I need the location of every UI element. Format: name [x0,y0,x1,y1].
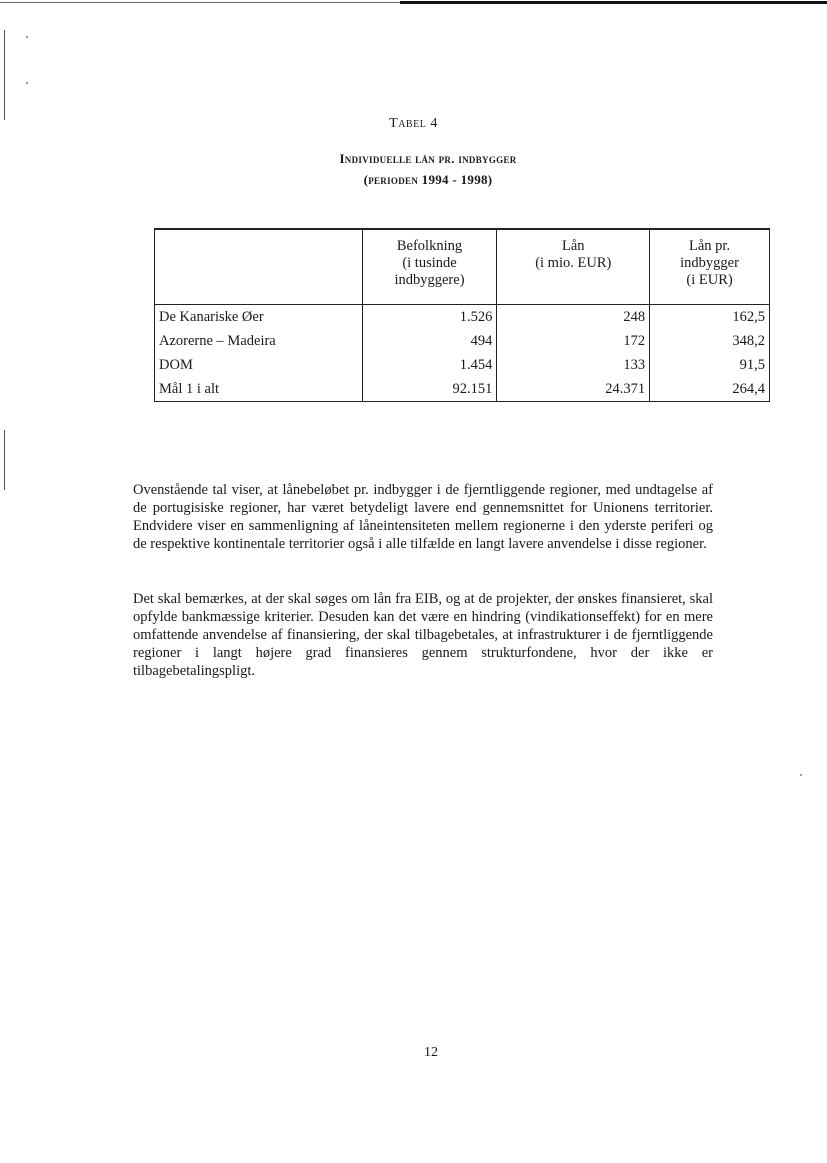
table-row-total [155,377,770,402]
population-cell: 494 [362,329,497,353]
loans-table [154,228,770,402]
page-number: 12 [424,1045,438,1060]
population-cell: 1.454 [362,353,497,377]
header-cell-loans: Lån (i mio. EUR) [497,229,650,305]
region-cell: De Kanariske Øer [155,305,363,330]
scan-speck [26,36,28,38]
table-title: Individuelle lån pr. indbygger [339,151,517,166]
header-cell-loans-per-capita: Lån pr. indbygger (i EUR) [650,229,770,305]
scan-top-edge [0,0,827,6]
table-header-row [155,229,770,305]
body-paragraph: Det skal bemærkes, at der skal søges om lån fra EIB, og at de projekter, der ønskes finansieret, skal opfylde bankmæssige kriterier. Desuden kan det være en hindring (vindikationseffekt) for en mere omfattende anvendelse af finansiering, der skal tilbagebetales, at infrastrukturer i de fjerntliggende regioner i langt højere grad finansieres gennem strukturfondene, hvor der ikke er tilbagebetalingspligt. [133,591,713,679]
loans-per-capita-cell: 162,5 [650,305,770,330]
scan-speck [26,82,28,84]
table-row [155,305,770,330]
scan-left-edge-mark [4,430,5,490]
scan-left-edge-mark [4,30,5,120]
table-label: Tabel 4 [389,116,438,131]
table-row [155,329,770,353]
table-subtitle: (perioden 1994 - 1998) [363,172,493,187]
population-cell: 1.526 [362,305,497,330]
loans-cell: 24.371 [497,377,650,402]
table-row [155,353,770,377]
region-cell: Azorerne – Madeira [155,329,363,353]
header-cell-region [155,229,363,305]
loans-per-capita-cell: 348,2 [650,329,770,353]
body-paragraph: Ovenstående tal viser, at lånebeløbet pr. indbygger i de fjerntliggende regioner, med undtagelse af de portugisiske regioner, har været betydeligt lavere end gennemsnittet for Unionens territorier. Endvidere viser en sammenligning af låneintensiteten mellem regionerne i den yderste periferi og de respektive kontinentale territorier også i alle tilfælde en langt lavere anvendelse i disse regioner. [133,482,713,552]
region-cell: Mål 1 i alt [155,377,363,402]
loans-per-capita-cell: 264,4 [650,377,770,402]
header-cell-population: Befolkning (i tusinde indbyggere) [362,229,497,305]
loans-cell: 248 [497,305,650,330]
loans-cell: 172 [497,329,650,353]
loans-cell: 133 [497,353,650,377]
region-cell: DOM [155,353,363,377]
loans-per-capita-cell: 91,5 [650,353,770,377]
scan-speck [800,774,802,776]
population-cell: 92.151 [362,377,497,402]
